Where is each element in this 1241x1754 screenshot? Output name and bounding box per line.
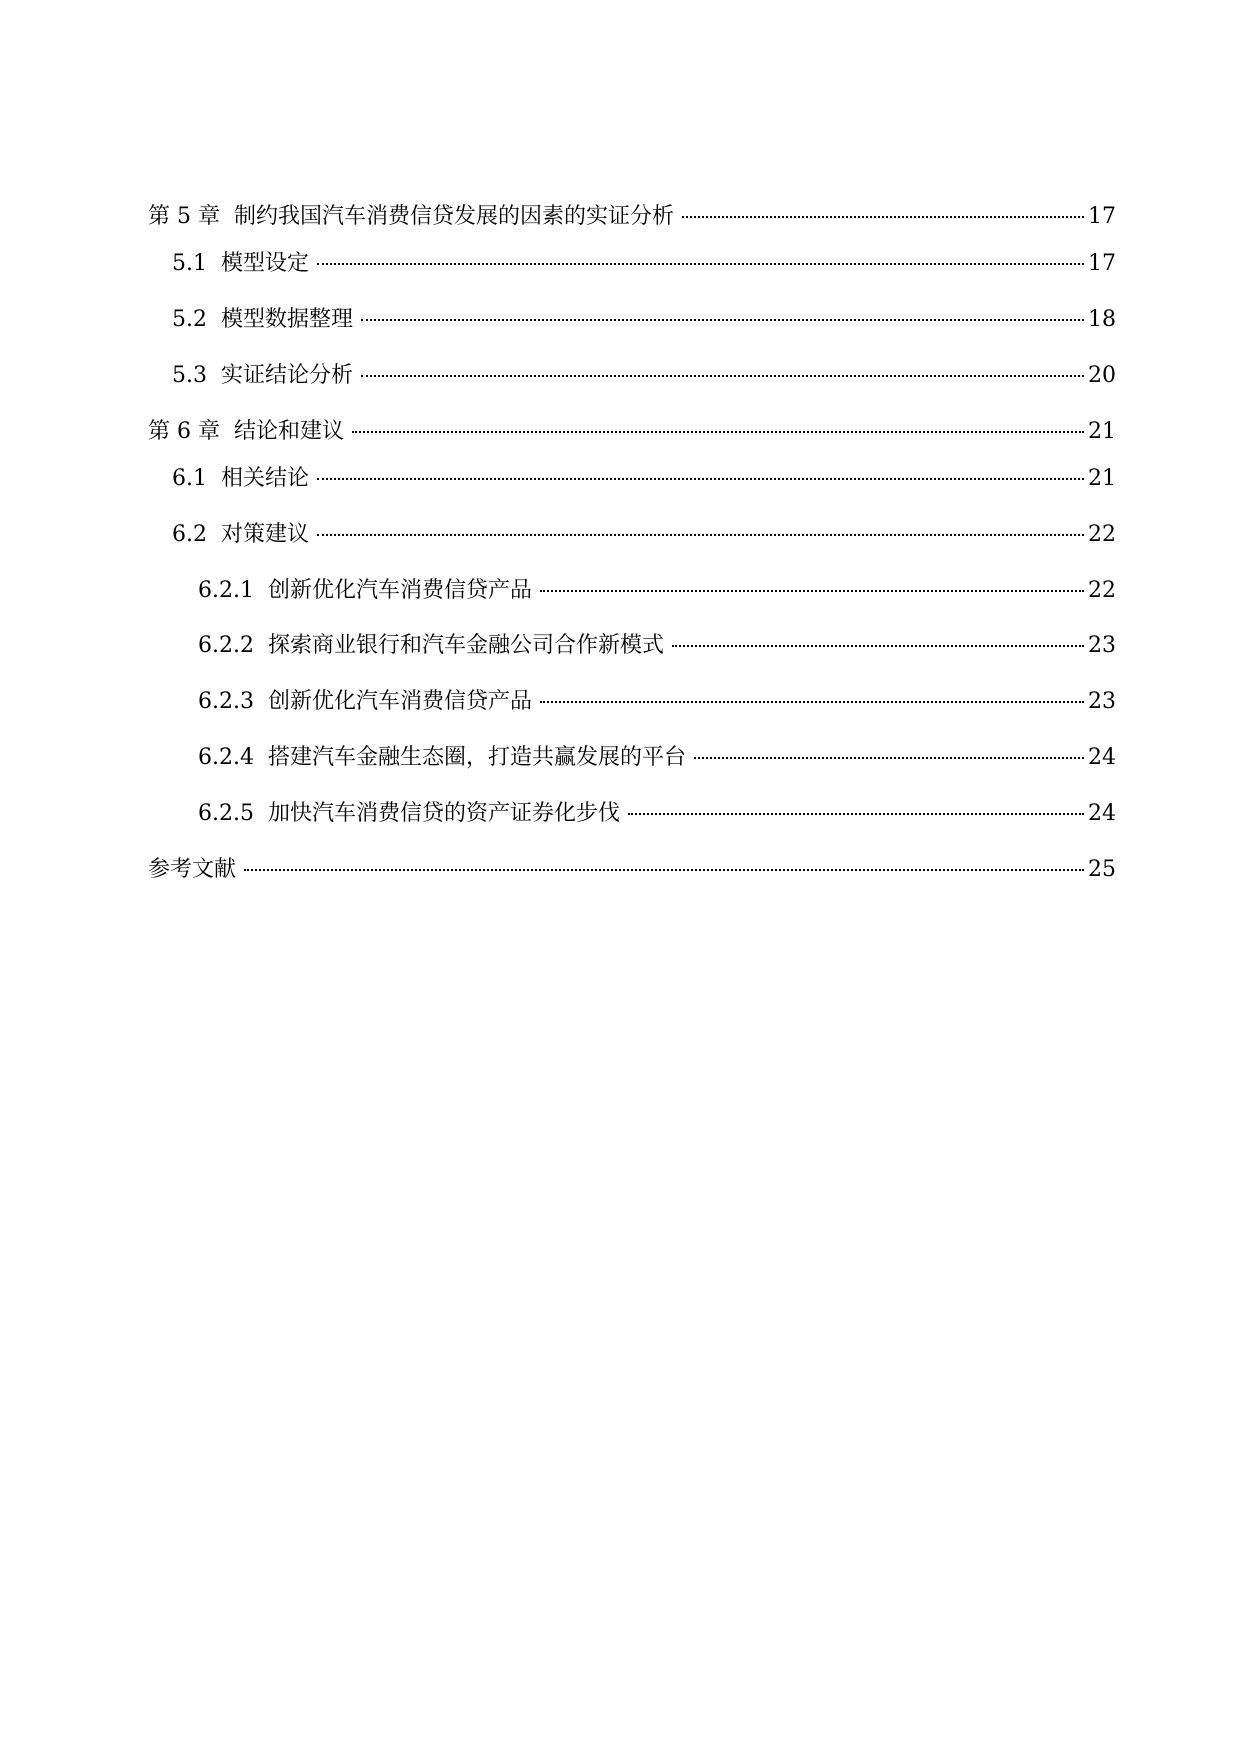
- toc-entry-page: 20: [1088, 363, 1116, 388]
- toc-entry-title: 模型设定: [221, 251, 310, 276]
- toc-entry-chapter-5[interactable]: [148, 200, 1116, 234]
- toc-dot-leader: [317, 263, 1084, 265]
- toc-entry-6-2-1[interactable]: [148, 574, 1116, 608]
- toc-entry-6-1[interactable]: [148, 462, 1116, 496]
- toc-entry-title: 模型数据整理: [221, 307, 354, 332]
- toc-entry-title: 相关结论: [221, 466, 310, 491]
- toc-dot-leader: [540, 701, 1084, 703]
- toc-entry-number: 5.3: [172, 363, 207, 388]
- toc-entry-title: 探索商业银行和汽车金融公司合作新模式: [267, 633, 664, 658]
- toc-entry-page: 22: [1088, 522, 1116, 547]
- toc-entry-title: 对策建议: [221, 522, 310, 547]
- toc-entry-title: 参考文献: [148, 857, 237, 882]
- toc-entry-5-3[interactable]: [148, 359, 1116, 393]
- toc-dot-leader: [244, 869, 1084, 871]
- toc-entry-6-2[interactable]: [148, 518, 1116, 552]
- toc-entry-page: 23: [1088, 689, 1116, 714]
- toc-dot-leader: [694, 757, 1084, 759]
- toc-entry-number: 5.2: [172, 307, 207, 332]
- toc-entry-number: 6.2.2: [198, 633, 254, 658]
- toc-entry-title: 加快汽车消费信贷的资产证券化步伐: [267, 801, 620, 826]
- toc-entry-number: 6.2.1: [198, 578, 254, 603]
- toc-entry-title: 制约我国汽车消费信贷发展的因素的实证分析: [233, 204, 674, 229]
- toc-dot-leader: [317, 478, 1084, 480]
- toc-entry-number: 6.2.5: [198, 801, 254, 826]
- toc-entry-6-2-3[interactable]: [148, 685, 1116, 719]
- toc-entry-title: 创新优化汽车消费信贷产品: [267, 689, 532, 714]
- toc-entry-6-2-5[interactable]: [148, 797, 1116, 831]
- toc-dot-leader: [628, 813, 1084, 815]
- toc-entry-number: 6.2: [172, 522, 207, 547]
- toc-entry-number: 6.2.3: [198, 689, 254, 714]
- toc-entry-6-2-4[interactable]: [148, 741, 1116, 775]
- toc-entry-number: 6.1: [172, 466, 207, 491]
- toc-entry-page: 24: [1088, 801, 1116, 826]
- toc-entry-page: 21: [1088, 419, 1116, 444]
- toc-entry-page: 18: [1088, 307, 1116, 332]
- toc-entry-page: 21: [1088, 466, 1116, 491]
- toc-entry-page: 17: [1088, 251, 1116, 276]
- toc-dot-leader: [352, 431, 1084, 433]
- toc-entry-page: 24: [1088, 745, 1116, 770]
- toc-entry-number: 5.1: [172, 251, 207, 276]
- toc-entry-5-2[interactable]: [148, 303, 1116, 337]
- toc-entry-5-1[interactable]: [148, 247, 1116, 281]
- toc-entry-references[interactable]: [148, 853, 1116, 887]
- toc-dot-leader: [361, 375, 1084, 377]
- toc-entry-title: 实证结论分析: [221, 363, 354, 388]
- toc-dot-leader: [672, 645, 1084, 647]
- toc-entry-number: 6.2.4: [198, 745, 254, 770]
- toc-entry-page: 23: [1088, 633, 1116, 658]
- toc-entry-page: 17: [1088, 204, 1116, 229]
- toc-entry-page: 22: [1088, 578, 1116, 603]
- toc-dot-leader: [540, 590, 1084, 592]
- toc-entry-title: 搭建汽车金融生态圈，打造共赢发展的平台: [267, 745, 686, 770]
- toc-dot-leader: [682, 216, 1084, 218]
- toc-entry-chapter-6[interactable]: [148, 415, 1116, 449]
- toc-entry-page: 25: [1088, 857, 1116, 882]
- toc-dot-leader: [361, 319, 1084, 321]
- toc-entry-title: 创新优化汽车消费信贷产品: [267, 578, 532, 603]
- toc-entry-6-2-2[interactable]: [148, 629, 1116, 663]
- toc-dot-leader: [317, 534, 1084, 536]
- toc-entry-title: 结论和建议: [233, 419, 344, 444]
- toc-entry-number: 第 5 章: [148, 204, 220, 229]
- toc-entry-number: 第 6 章: [148, 419, 220, 444]
